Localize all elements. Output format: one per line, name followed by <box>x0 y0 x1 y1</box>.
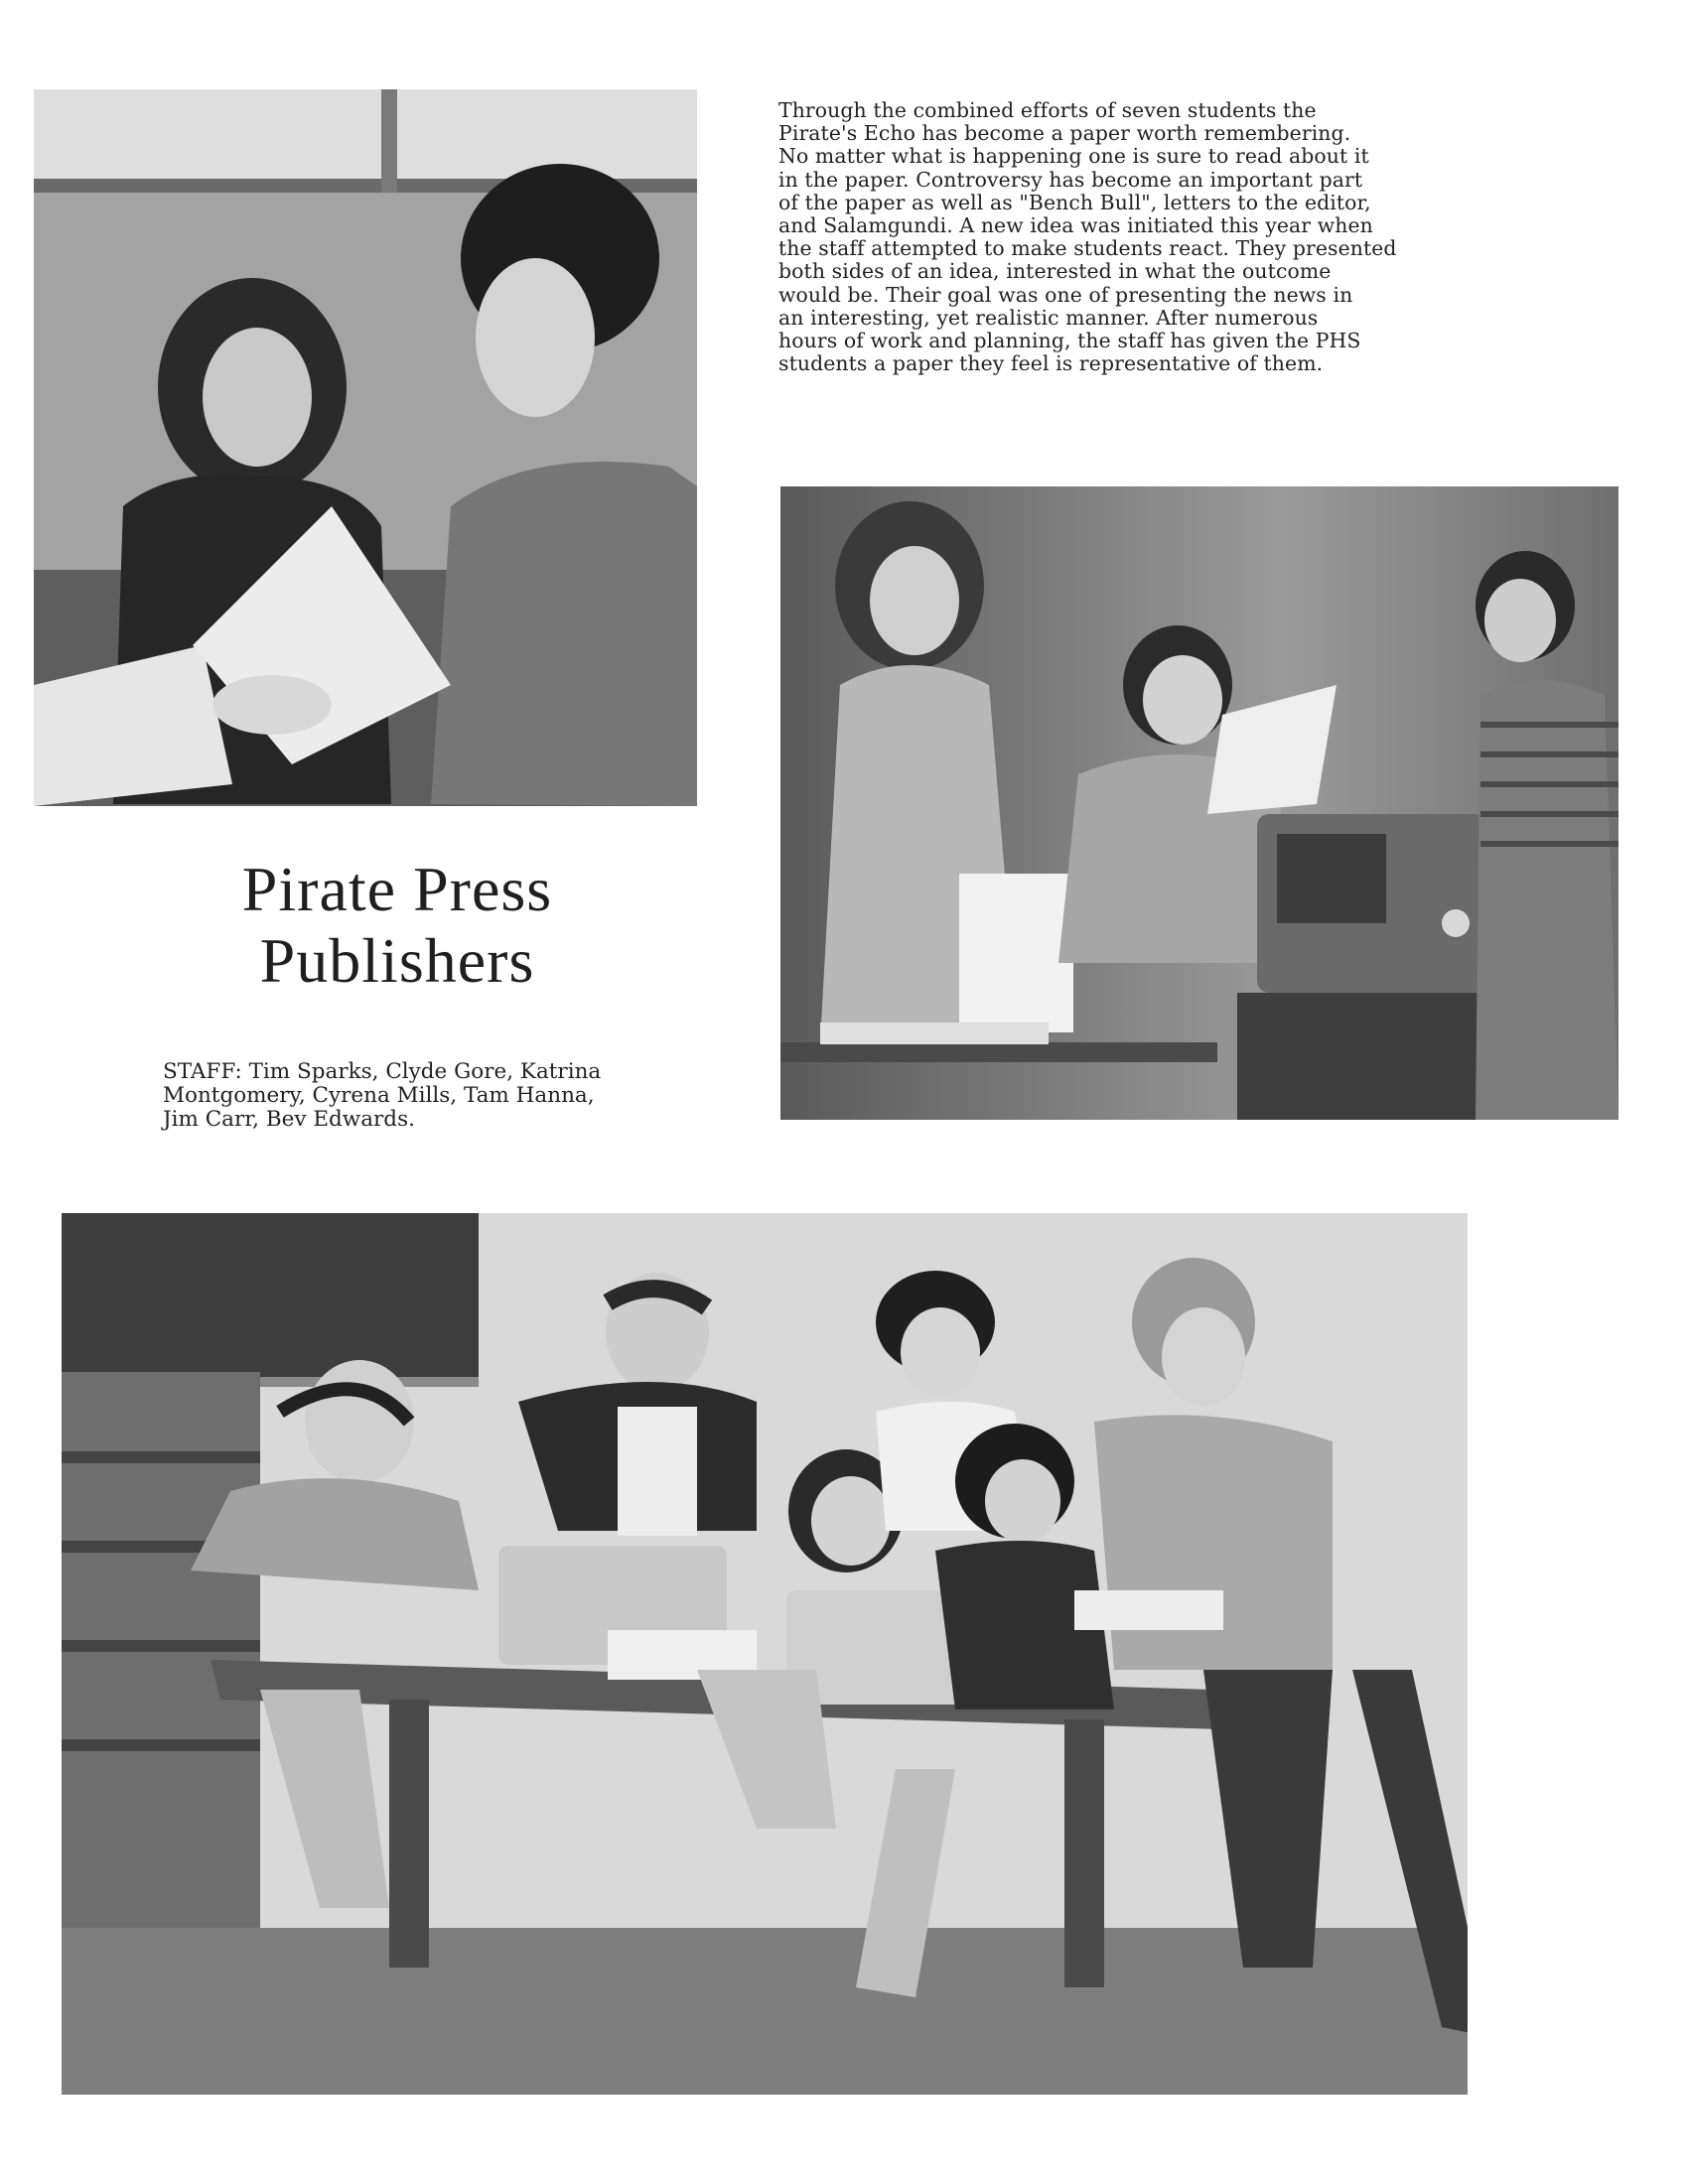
intro-line: the staff attempted to make students react. They presented <box>778 236 1397 261</box>
intro-line: Pirate's Echo has become a paper worth remembering. <box>778 121 1351 146</box>
intro-line: No matter what is happening one is sure to read about it <box>778 144 1369 169</box>
photo-mid-right <box>780 486 1618 1120</box>
intro-line: and Salamgundi. A new idea was initiated this year when <box>778 213 1373 238</box>
intro-line: in the paper. Controversy has become an important part <box>778 167 1363 192</box>
intro-line: Through the combined efforts of seven students the <box>778 98 1317 122</box>
staff-caption <box>163 1060 699 1132</box>
photo-staff-group-image <box>62 1213 1468 2095</box>
photo-duplicating-machine-image <box>780 486 1618 1120</box>
page-title <box>149 854 645 997</box>
article-intro-paragraph <box>778 99 1503 375</box>
staff-line: Montgomery, Cyrena Mills, Tam Hanna, <box>163 1083 595 1108</box>
intro-line: of the paper as well as "Bench Bull", letters to the editor, <box>778 190 1371 214</box>
staff-line: Jim Carr, Bev Edwards. <box>163 1107 415 1132</box>
intro-line: an interesting, yet realistic manner. After numerous <box>778 305 1319 330</box>
title-line: Publishers <box>259 925 535 996</box>
intro-line: students a paper they feel is representative of them. <box>778 351 1324 376</box>
photo-top-left <box>34 89 697 806</box>
photo-reading-newspaper-image <box>34 89 697 806</box>
photo-bottom <box>62 1213 1468 2095</box>
intro-line: would be. Their goal was one of presenting the news in <box>778 282 1353 307</box>
staff-line: STAFF: Tim Sparks, Clyde Gore, Katrina <box>163 1059 602 1084</box>
intro-line: hours of work and planning, the staff has given the PHS <box>778 329 1361 353</box>
intro-line: both sides of an idea, interested in what the outcome <box>778 259 1332 284</box>
title-line: Pirate Press <box>241 854 553 924</box>
